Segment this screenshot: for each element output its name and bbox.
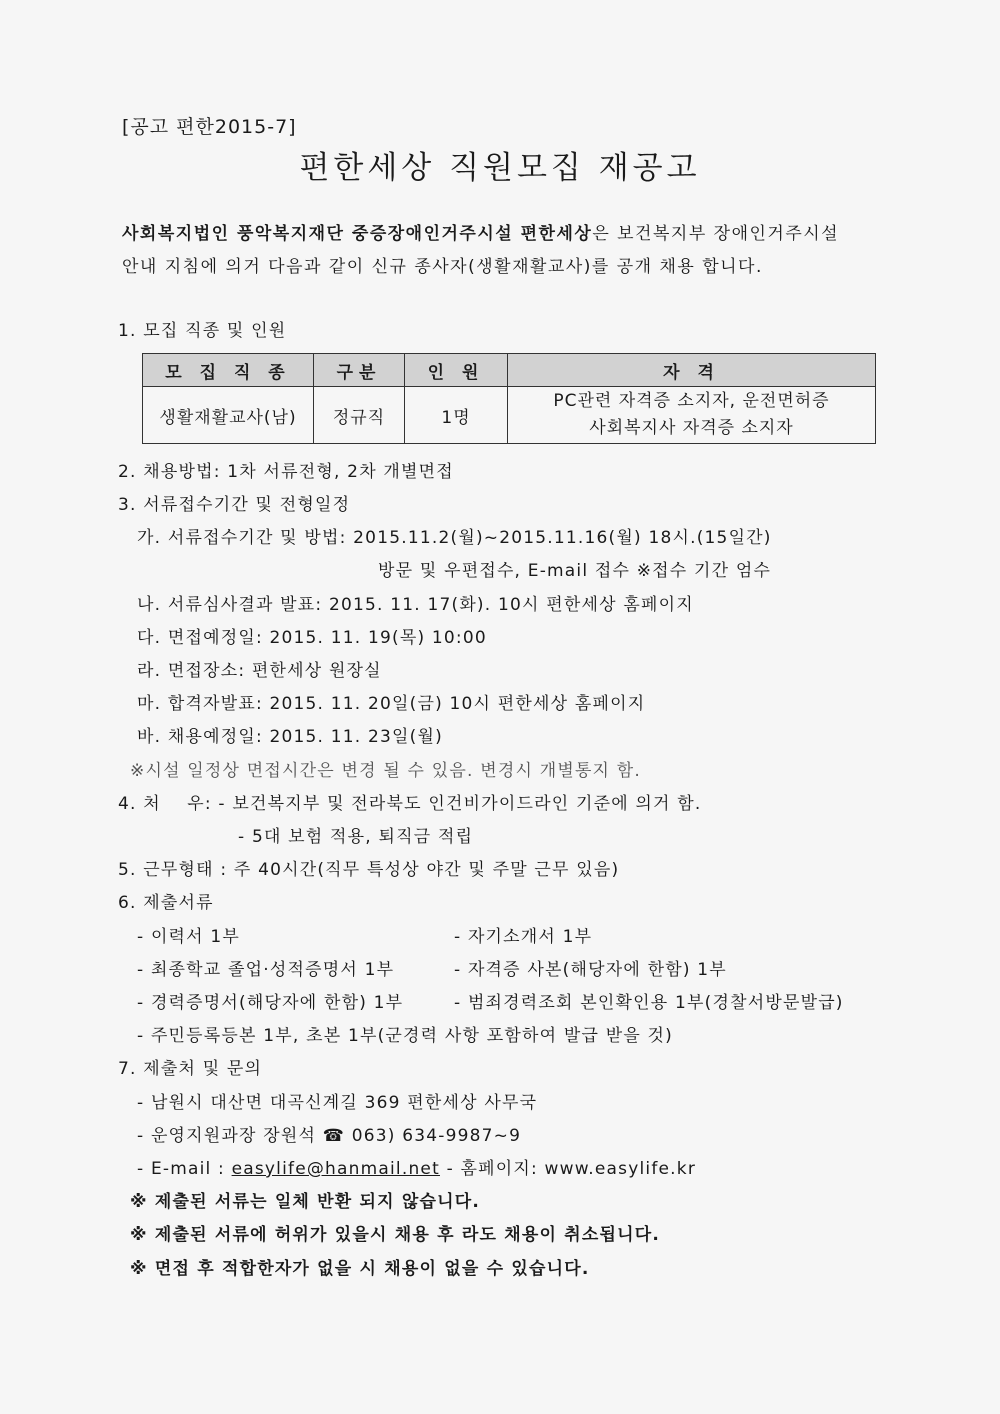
intro-text-1: 은 보건복지부 장애인거주시설 bbox=[592, 224, 840, 244]
document-item: - 경력증명서(해당자에 한함) 1부 bbox=[137, 993, 404, 1013]
section-6-heading: 6. 제출서류 bbox=[118, 893, 214, 913]
table-cell-count: 1명 bbox=[405, 387, 508, 444]
section-3-heading: 3. 서류접수기간 및 전형일정 bbox=[118, 495, 351, 515]
page-title: 편한세상 직원모집 재공고 bbox=[299, 150, 701, 186]
document-item: - 이력서 1부 bbox=[137, 927, 241, 947]
table-cell-type: 정규직 bbox=[314, 387, 405, 444]
contact-line: - 운영지원과장 장원석 ☎ 063) 634-9987~9 bbox=[137, 1126, 522, 1146]
qualification-line: 사회복지사 자격증 소지자 bbox=[589, 418, 794, 438]
section-3-item-a: 가. 서류접수기간 및 방법: 2015.11.2(월)~2015.11.16(월) 18시.(15일간) bbox=[137, 528, 772, 548]
notice-note: ※ 제출된 서류에 허위가 있을시 채용 후 라도 채용이 취소됩니다. bbox=[130, 1225, 661, 1245]
table-header: 자 격 bbox=[508, 354, 876, 387]
organization-name: 사회복지법인 풍악복지재단 중증장애인거주시설 편한세상 bbox=[122, 224, 593, 244]
section-3-item-f: 바. 채용예정일: 2015. 11. 23일(월) bbox=[137, 727, 443, 747]
document-item: - 자격증 사본(해당자에 한함) 1부 bbox=[454, 960, 727, 980]
qualification-line: PC관련 자격증 소지자, 운전면허증 bbox=[553, 391, 830, 411]
section-7-heading: 7. 제출처 및 문의 bbox=[118, 1059, 263, 1079]
section-3-item-b: 나. 서류심사결과 발표: 2015. 11. 17(화). 10시 편한세상 홈페이지 bbox=[137, 595, 694, 615]
recruitment-table bbox=[142, 353, 876, 444]
notice-note: ※ 면접 후 적합한자가 없을 시 채용이 없을 수 있습니다. bbox=[130, 1259, 590, 1279]
table-header: 구분 bbox=[314, 354, 405, 387]
section-2: 2. 채용방법: 1차 서류전형, 2차 개별면접 bbox=[118, 462, 454, 482]
email-line bbox=[137, 1154, 696, 1179]
section-3-item-c: 다. 면접예정일: 2015. 11. 19(목) 10:00 bbox=[137, 628, 487, 648]
table-header-row bbox=[143, 354, 876, 387]
section-3-item-a2: 방문 및 우편접수, E-mail 접수 ※접수 기간 엄수 bbox=[378, 561, 772, 581]
section-5: 5. 근무형태 : 주 40시간(직무 특성상 야간 및 주말 근무 있음) bbox=[118, 860, 620, 880]
table-row bbox=[143, 387, 876, 444]
address-line: - 남원시 대산면 대곡신계길 369 편한세상 사무국 bbox=[137, 1093, 538, 1113]
document-item: - 자기소개서 1부 bbox=[454, 927, 593, 947]
notice-number: [공고 편한2015-7] bbox=[122, 116, 297, 138]
email-label: - E-mail : bbox=[137, 1159, 232, 1179]
homepage-text: - 홈페이지: www.easylife.kr bbox=[439, 1159, 697, 1179]
document-item: - 최종학교 졸업·성적증명서 1부 bbox=[137, 960, 395, 980]
notice-note: ※ 제출된 서류는 일체 반환 되지 않습니다. bbox=[130, 1192, 481, 1212]
table-header: 모 집 직 종 bbox=[143, 354, 314, 387]
table-cell-qualifications bbox=[508, 387, 876, 444]
document-item: - 주민등록등본 1부, 초본 1부(군경력 사항 포함하여 발급 받을 것) bbox=[137, 1026, 673, 1046]
email-link[interactable]: easylife@hanmail.net bbox=[231, 1159, 440, 1179]
schedule-note: ※시설 일정상 면접시간은 변경 될 수 있음. 변경시 개별통지 함. bbox=[130, 761, 642, 781]
section-3-item-e: 마. 합격자발표: 2015. 11. 20일(금) 10시 편한세상 홈페이지 bbox=[137, 694, 646, 714]
table-cell-job: 생활재활교사(남) bbox=[143, 387, 314, 444]
intro-text-2: 안내 지침에 의거 다음과 같이 신규 종사자(생활재활교사)를 공개 채용 합니다. bbox=[122, 257, 763, 277]
section-1-heading: 1. 모집 직종 및 인원 bbox=[118, 321, 287, 341]
section-4-line-1: 4. 처 우: - 보건복지부 및 전라북도 인건비가이드라인 기준에 의거 함. bbox=[118, 794, 702, 814]
intro-paragraph bbox=[122, 218, 892, 284]
section-3-item-d: 라. 면접장소: 편한세상 원장실 bbox=[137, 661, 382, 681]
document-item: - 범죄경력조회 본인확인용 1부(경찰서방문발급) bbox=[454, 993, 844, 1013]
section-4-line-2: - 5대 보험 적용, 퇴직금 적립 bbox=[238, 827, 474, 847]
table-header: 인 원 bbox=[405, 354, 508, 387]
